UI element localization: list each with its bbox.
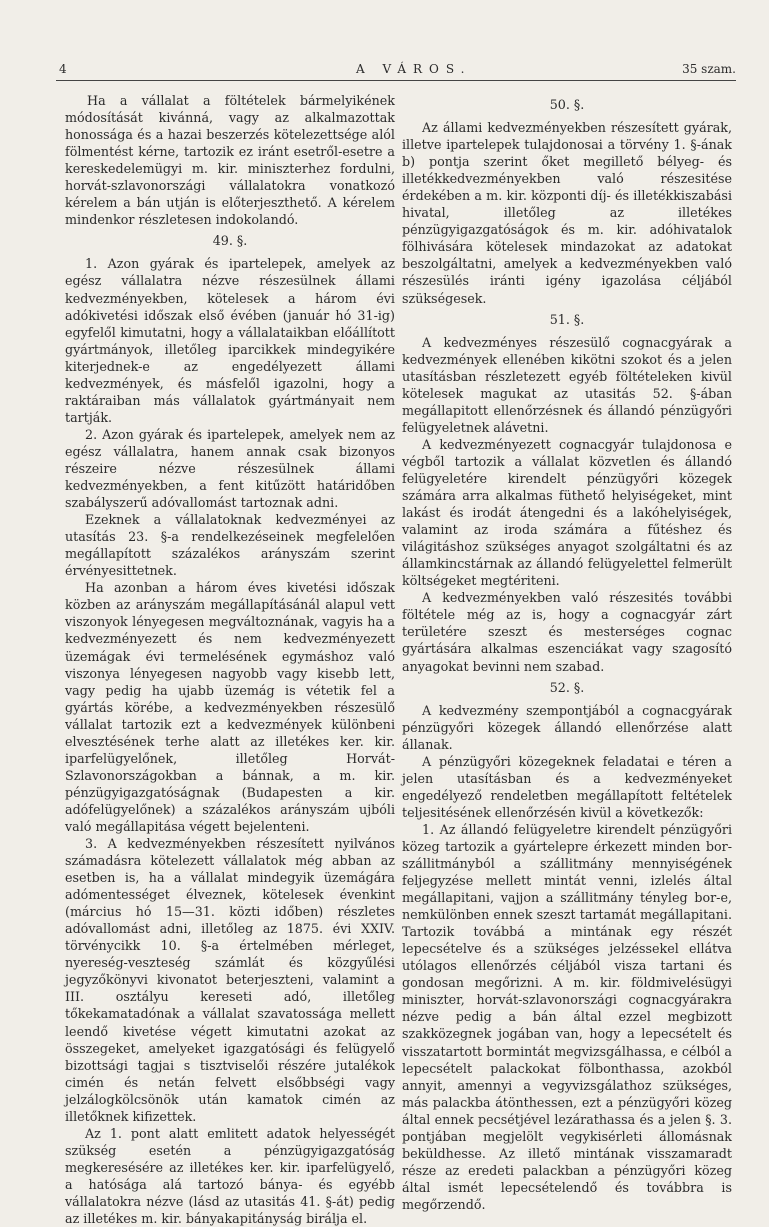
paragraph: Az 1. pont alatt emlitett adatok helyességét szükség esetén a pénzügyigazgatóság megkeresésére az illetékes ker. kir. iparfelügyelő, a hatósága alá tartozó bánya- és egyébb vállalatokra nézve (lásd az utasitás 41. §-át) pedig az illetékes m. kir. bányakapitányság birálja el.: [65, 1125, 395, 1227]
running-title: A VÁROS.: [356, 62, 472, 76]
header-rule: [56, 80, 736, 81]
paragraph: A kedvezmény szempontjából a cognacgyárak pénzügyőri közegek állandó ellenőrzése alatt állanak.: [402, 702, 732, 752]
left-column: [65, 92, 395, 1227]
page-header: [56, 62, 736, 82]
paragraph: Ezeknek a vállalatoknak kedvezményei az utasítás 23. §-a rendelkezéseinek megfelelően megállapított százalékos arányszám szerint érvényesittetnek.: [65, 512, 395, 579]
paragraph: Ha a vállalat a föltételek bármelyikének módosítását kivánná, vagy az alkalmazottak honossága és a hazai beszerzés kötelezettsége alól fölmentést kérne, tartozik ez iránt esetről-esetre a kereskedelemügyi m. kir. miniszterhez fordulni, horvát-szlavonországi vállalatokra vonatkozó kérelem a bán utján is előterjeszthető. A kérelem mindenkor részletesen indokolandó.: [65, 93, 395, 228]
section-heading: 51. §.: [549, 311, 585, 327]
page-number: 4: [59, 62, 67, 76]
paragraph: Az állami kedvezményekben részesített gyárak, illetve ipartelepek tulajdonosai a törvény 1. §-ának b) pontja szerint őket megillető bélyeg- és illetékkedvezményekben való részesitése érdekében a m. kir. központi díj- és illetékkiszabási hivatal, illetőleg az illetékes pénzügyigazgatóságok és m. kir. adóhivatalok fölhivására kötelesek mindazokat az adatokat beszolgáltatni, amelyek a kedvezményekben való részesülés iránti igény igazolása céljából szükségesek.: [402, 120, 732, 306]
paragraph: 1. Azon gyárak és ipartelepek, amelyek az egész vállalatra nézve részesülnek állami kedvezményekben, kötelesek a három évi adókivetési időszak első évében (január hó 31-ig) egyfelől kimutatni, hogy a vállalataikban előállított gyártmányok, illetőleg iparcikkek mindegyikére kiterjednek-e az engedélyezett állami kedvezmények, és másfelől igazolni, hogy a raktáraiban más vállalatok gyártmányait nem tartják.: [65, 256, 395, 425]
section-heading: 52. §.: [549, 679, 585, 695]
section-heading: 49. §.: [212, 233, 248, 249]
paragraph: A pénzügyőri közegeknek feladatai e téren a jelen utasításban és a kedvezményeket engedélyező rendeletben megállapított feltételek teljesitésének ellenőrzésén kivül a következők:: [402, 753, 732, 820]
section-heading: 50. §.: [549, 97, 585, 112]
paragraph: 3. A kedvezményekben részesített nyilvános számadásra kötelezett vállalatok még abban az esetben is, ha a vállalat mindegyik üzemágára adómentességet élveznek, kötelesek évenkint (március hó 15—31. közti időben) részletes adóvallomást adni, illetőleg az 1875. évi XXIV. törvénycikk 10. §-a értelmében mérleget, nyereség-veszteség számlát és közgyűlési jegyzőkönyvi kivonatot beterjeszteni, valamint a III. osztályu kereseti adó, illetőleg tőkekamatadónak a vállalat szavatossága mellett leendő kivetése végett kimutatni azokat az összegeket, amelyeket igazgatósági és felügyelő bizottsági tagjai s tisztviselői részére jutalékok cimén és netán felvett elsőbbségi vagy jelzálogkölcsönök után kamatok cimén az illetőknek kifizettek.: [65, 836, 395, 1124]
paragraph: 1. Az állandó felügyeletre kirendelt pénzügyőri közeg tartozik a gyártelepre érkezett minden bor-szállitmányból a szállitmány mennyiségének feljegyzése mellett mintát venni, izlelés által megállapitani, vajjon a szállitmány tényleg bor-e, nemkülönben ennek szeszt tartamát megállapitani. Tartozik továbbá a mintának egy részét lepecsételve és a szükséges jelzéssekel ellátva utólagos ellenőrzés céljából visza tartani és gondosan megőrizni. A m. kir. földmivelésügyi miniszter, horvát-szlavonországi cognacgyárakra nézve pedig a bán által ezzel megbizott szakközegnek jogában van, hogy a lepecsételt és visszatartott bormintát megvizsgálhassa, e célból a lepecsételt palackokat fölbonthassa, azokból annyit, amennyi a vegyvizsgálathoz szükséges, más palackba átönthessen, ezt a pénzügyőri közeg által ennek pecsétjével lezárathassa és a jelen §. 3. pontjában megjelölt vegykisérleti állomásnak beküldhesse. Az illető mintának visszamaradt része az eredeti palackban a pénzügyőri közeg által ismét lepecsételendő és továbbra is megőrzendő.: [402, 821, 732, 1212]
right-column: [402, 92, 732, 1213]
paragraph: A kedvezményekben való részesités további föltétele még az is, hogy a cognacgyár zárt területére szeszt és mesterséges cognac gyártására alkalmas eszenciákat vagy szagosító anyagokat bevinni nem szabad.: [402, 590, 732, 674]
paragraph: A kedvezményes részesülő cognacgyárak a kedvezmények ellenében kikötni szokot és a jelen utasításban részletezett egyéb föltételeken kivül kötelesek magukat az utasitás 52. §-ában megállapitott ellenőrzésnek és állandó pénzügyőri felügyeletnek alávetni.: [402, 334, 732, 435]
paragraph: A kedvezményezett cognacgyár tulajdonosa e végből tartozik a vállalat közvetlen és állandó felügyeletére kirendelt pénzügyőri közegek számára arra alkalmas füthető helyiségeket, mint lakást és irodát átengedni és a lakóhelyiségek, valamint az iroda számára a fűtéshez és világitáshoz szükséges anyagot szolgáltatni és az államkincstárnak az állandó felügyelettel felmerült költségeket megtériteni.: [402, 436, 732, 589]
issue-number: 35 szam.: [682, 62, 736, 76]
paragraph: 2. Azon gyárak és ipartelepek, amelyek nem az egész vállalatra, hanem annak csak bizonyos részeire nézve részesülnek állami kedvezményekben, a fent kitűzött határidőben szabályszerű adóvallomást tartoznak adni.: [65, 426, 395, 511]
paragraph: Ha azonban a három éves kivetési időszak közben az arányszám megállapításánál alapul vett viszonyok lényegesen megváltoznának, vagyis ha a kedvezményezett és nem kedvezményezett üzemágak évi termelésének egymáshoz való viszonya lényegesen nagyobb vagy kisebb lett, vagy pedig ha ujabb üzemág is vétetik fel a gyártás körébe, a kedvezményekben részesülő vállalat tartozik ezt a kedvezmények különbeni elvesztésének terhe alatt az illetékes ker. kir. iparfelügyelőnek, illetőleg Horvát-Szlavonországokban a bánnak, a m. kir. pénzügyigazgatóságnak (Budapesten a kir. adófelügyelőnek) a százalékos arányszám ujbóli való megállapitása végett bejelenteni.: [65, 580, 395, 834]
